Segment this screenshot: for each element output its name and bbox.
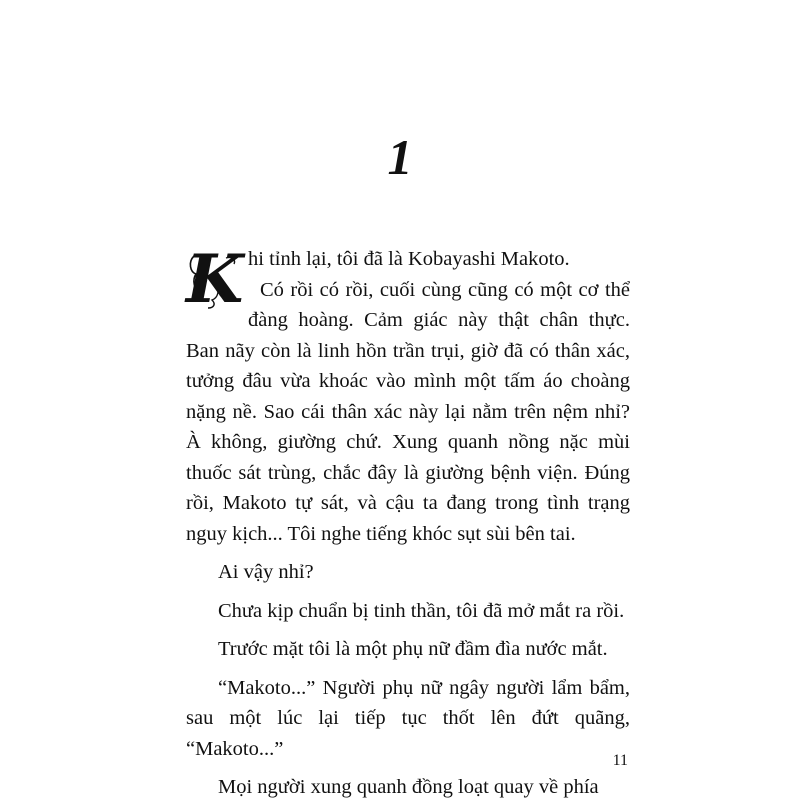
paragraph-7: Mọi người xung quanh đồng loạt quay về phía [218,776,599,798]
opening-paragraph [186,240,630,549]
drop-cap [186,240,244,318]
page-number: 11 [612,752,628,769]
paragraph-5: Trước mặt tôi là một phụ nữ đầm đìa nước mắt. [218,638,608,660]
drop-cap-letter: K [186,240,244,318]
paragraph-2: Có rồi có rồi, cuối cùng cũng có một cơ thể đàng hoàng. Cảm giác này thật chân thực. Ban nãy còn là linh hồn trần trụi, giờ đã có thân xác, tưởng đâu vừa khoác vào mình một tấm áo choàng nặng nề. Sao cái thân xác này lại nằm trên nệm nhỉ? À không, giường chứ. Xung quanh nồng nặc mùi thuốc sát trùng, chắc đây là giường bệnh viện. Đúng rồi, Makoto tự sát, và cậu ta đang trong tình trạng nguy kịch... Tôi nghe tiếng khóc sụt sùi bên tai. [186,278,630,545]
paragraph-1: hi tỉnh lại, tôi đã là Kobayashi Makoto. [248,248,570,270]
paragraph-6: “Makoto...” Người phụ nữ ngây người lẩm bẩm, sau một lúc lại tiếp tục thốt lên đứt quãng, “Makoto...” [186,676,630,760]
body-text [186,240,630,811]
paragraph-4: Chưa kịp chuẩn bị tinh thần, tôi đã mở mắt ra rồi. [218,599,625,622]
paragraph-3: Ai vậy nhỉ? [218,561,314,583]
chapter-number: 1 [387,129,413,185]
